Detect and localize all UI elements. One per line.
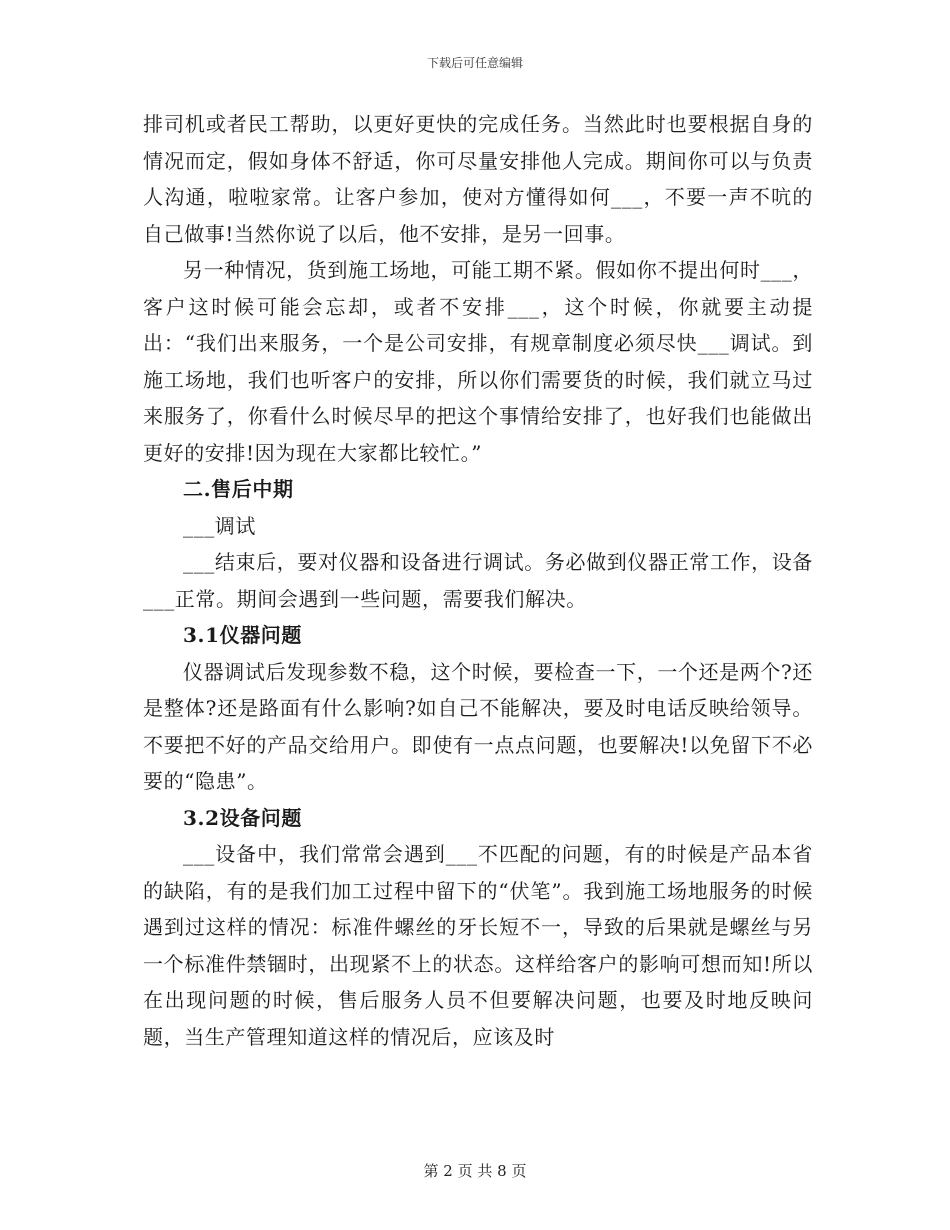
page-header: 下载后可任意编辑 bbox=[426, 56, 523, 70]
paragraph: 另一种情况，货到施工场地，可能工期不紧。假如你不提出何时___，客户这时候可能会忘却，或者不安排___，这个时候，你就要主动提出：“我们出来服务，一个是公司安排，有规章制度必须尽快___调试。到施工场地，我们也听客户的安排，所以你们需要货的时候，我们就立马过来服务了，你看什么时候尽早的把这个事情给安排了，也好我们也能做出更好的安排!因为现在大家都比较忙。” bbox=[143, 258, 813, 465]
section-heading: 二.售后中期 bbox=[183, 477, 294, 501]
paragraph: ___设备中，我们常常会遇到___不匹配的问题，有的时候是产品本省的缺陷，有的是我们加工过程中留下的“伏笔”。我到施工场地服务的时候遇到过这样的情况：标准件螺丝的牙长短不一，导致的后果就是螺丝与另一个标准件禁锢时，出现紧不上的状态。这样给客户的影响可想而知!所以在出现问题的时候，售后服务人员不但要解决问题，也要及时地反映问题，当生产管理知道这样的情况后，应该及时 bbox=[143, 842, 813, 1049]
paragraph: 仪器调试后发现参数不稳，这个时候，要检查一下，一个还是两个?还是整体?还是路面有什么影响?如自己不能解决，要及时电话反映给领导。不要把不好的产品交给用户。即使有一点点问题，也要解决!以免留下不必要的“隐患”。 bbox=[143, 659, 813, 793]
paragraph: ___调试 bbox=[183, 513, 256, 538]
page-number: 第 2 页 共 8 页 bbox=[423, 1162, 527, 1180]
paragraph: ___结束后，要对仪器和设备进行调试。务必做到仪器正常工作，设备___正常。期间会遇到一些问题，需要我们解决。 bbox=[143, 550, 813, 611]
paragraph: 排司机或者民工帮助，以更好更快的完成任务。当然此时也要根据自身的情况而定，假如身体不舒适，你可尽量安排他人完成。期间你可以与负责人沟通，啦啦家常。让客户参加，使对方懂得如何___，不要一声不吭的自己做事!当然你说了以后，他不安排，是另一回事。 bbox=[143, 112, 813, 246]
document-body bbox=[143, 106, 813, 1055]
subsection-heading: 3.2设备问题 bbox=[183, 805, 302, 830]
subsection-heading: 3.1仪器问题 bbox=[183, 623, 302, 647]
